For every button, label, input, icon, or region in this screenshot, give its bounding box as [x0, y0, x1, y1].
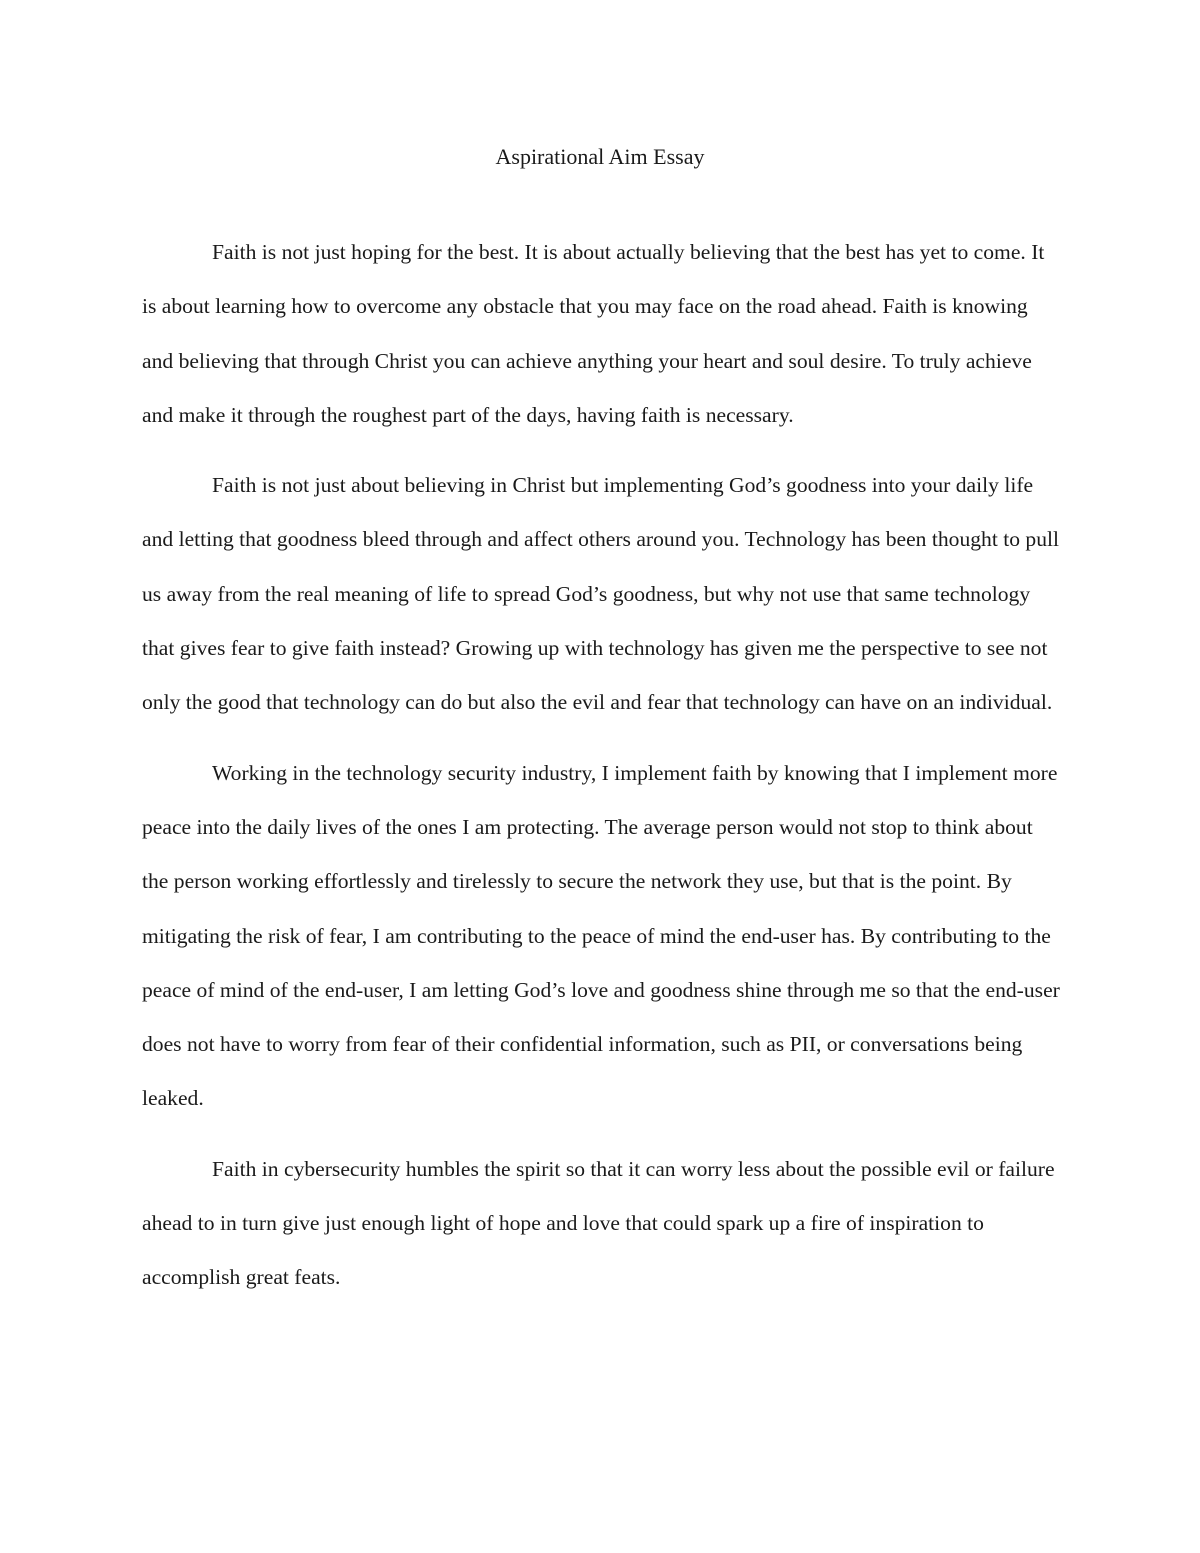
- paragraph-3: Working in the technology security industry, I implement faith by knowing that I implement more peace into the daily lives of the ones I am protecting. The average person would not stop to think about the person working effortlessly and tirelessly to secure the network they use, but that is the point. By mitigating the risk of fear, I am contributing to the peace of mind the end-user has. By contributing to the peace of mind of the end-user, I am letting God’s love and goodness shine through me so that the end-user does not have to worry from fear of their confidential information, such as PII, or conversations being leaked.: [142, 760, 1060, 1111]
- document-title: Aspirational Aim Essay: [495, 144, 705, 169]
- paragraph-4: Faith in cybersecurity humbles the spirit so that it can worry less about the possible evil or failure ahead to in turn give just enough light of hope and love that could spark up a fire of inspiration to accomplish great feats.: [142, 1156, 1055, 1290]
- paragraph-1: Faith is not just hoping for the best. It is about actually believing that the best has yet to come. It is about learning how to overcome any obstacle that you may face on the road ahead. Faith is knowing and believing that through Christ you can achieve anything your heart and soul desire. To truly achieve and make it through the roughest part of the days, having faith is necessary.: [142, 240, 1045, 427]
- paragraph-2: Faith is not just about believing in Christ but implementing God’s goodness into your daily life and letting that goodness bleed through and affect others around you. Technology has been thought to pull us away from the real meaning of life to spread God’s goodness, but why not use that same technology that gives fear to give faith instead? Growing up with technology has given me the perspective to see not only the good that technology can do but also the evil and fear that technology can have on an individual.: [142, 473, 1060, 715]
- document-body: [142, 225, 1062, 1321]
